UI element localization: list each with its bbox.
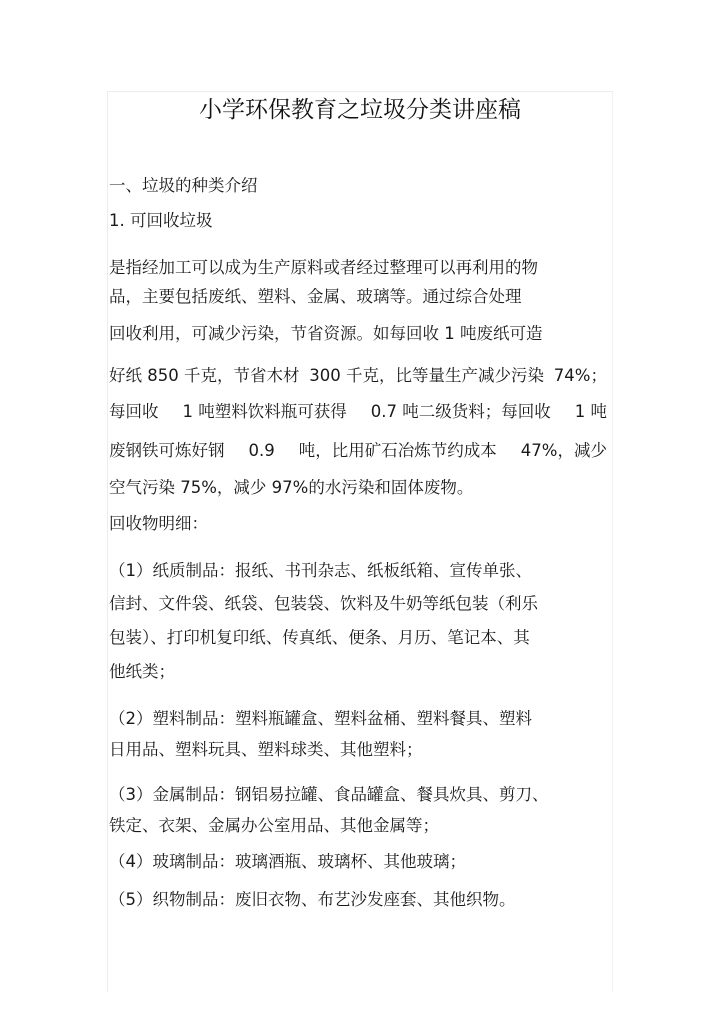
- stats-line-2-part-3: 0.7 吨二级货料；每回收: [370, 402, 551, 421]
- details-heading: 回收物明细：: [109, 514, 208, 533]
- plastic-items-line-2: 日用品、塑料玩具、塑料球类、其他塑料；: [109, 740, 423, 759]
- stats-line-3-part-2: 0.9: [248, 441, 275, 460]
- paragraph-line-1: 是指经加工可以成为生产原料或者经过整理可以再利用的物: [109, 258, 538, 277]
- stats-line-1-part-1: 好纸 850 千克，节省木材: [109, 366, 300, 385]
- plastic-items-line-1: （2）塑料制品：塑料瓶罐盒、塑料盆桶、塑料餐具、塑料: [109, 709, 532, 728]
- metal-items-line-1: （3）金属制品：钢铝易拉罐、食品罐盒、餐具炊具、剪刀、: [109, 785, 549, 804]
- textile-items-line: （5）织物制品：废旧衣物、布艺沙发座套、其他织物。: [109, 890, 516, 909]
- paper-items-line-1: （1）纸质制品：报纸、书刊杂志、纸板纸箱、宣传单张、: [109, 561, 532, 580]
- stats-line-1: [109, 366, 607, 386]
- stats-line-3-part-4: 47%，减少: [520, 441, 607, 460]
- document-title: 小学环保教育之垃圾分类讲座稿: [199, 97, 521, 123]
- stats-line-2-part-4: 1 吨: [574, 402, 607, 421]
- stats-line-2: [109, 402, 607, 422]
- paper-items-line-3: 包装）、打印机复印纸、传真纸、便条、月历、笔记本、其: [109, 628, 530, 647]
- glass-items-line: （4）玻璃制品：玻璃酒瓶、玻璃杯、其他玻璃；: [109, 852, 466, 871]
- paper-items-line-2: 信封、文件袋、纸袋、包装袋、饮料及牛奶等纸包装（利乐: [109, 594, 538, 613]
- paragraph-line-3: 回收利用，可减少污染，节省资源。如每回收 1 吨废纸可造: [109, 324, 543, 343]
- paragraph-line-2: 品，主要包括废纸、塑料、金属、玻璃等。通过综合处理: [109, 287, 522, 306]
- subsection-heading: 1. 可回收垃圾: [109, 211, 213, 230]
- stats-line-4: 空气污染 75%，减少 97%的水污染和固体废物。: [109, 478, 474, 497]
- metal-items-line-2: 铁定、衣架、金属办公室用品、其他金属等；: [109, 816, 439, 835]
- stats-line-3-part-3: 吨，比用矿石冶炼节约成本: [298, 441, 497, 460]
- stats-line-2-part-2: 1 吨塑料饮料瓶可获得: [182, 402, 347, 421]
- stats-line-3: [109, 441, 607, 461]
- stats-line-1-part-3: 74%；: [553, 366, 607, 385]
- stats-line-3-part-1: 废钢铁可炼好钢: [109, 441, 225, 460]
- section-heading: 一、垃圾的种类介绍: [109, 176, 258, 195]
- stats-line-2-part-1: 每回收: [109, 402, 159, 421]
- stats-line-1-part-2: 300 千克，比等量生产减少污染: [309, 366, 545, 385]
- paper-items-line-4: 他纸类；: [109, 662, 175, 681]
